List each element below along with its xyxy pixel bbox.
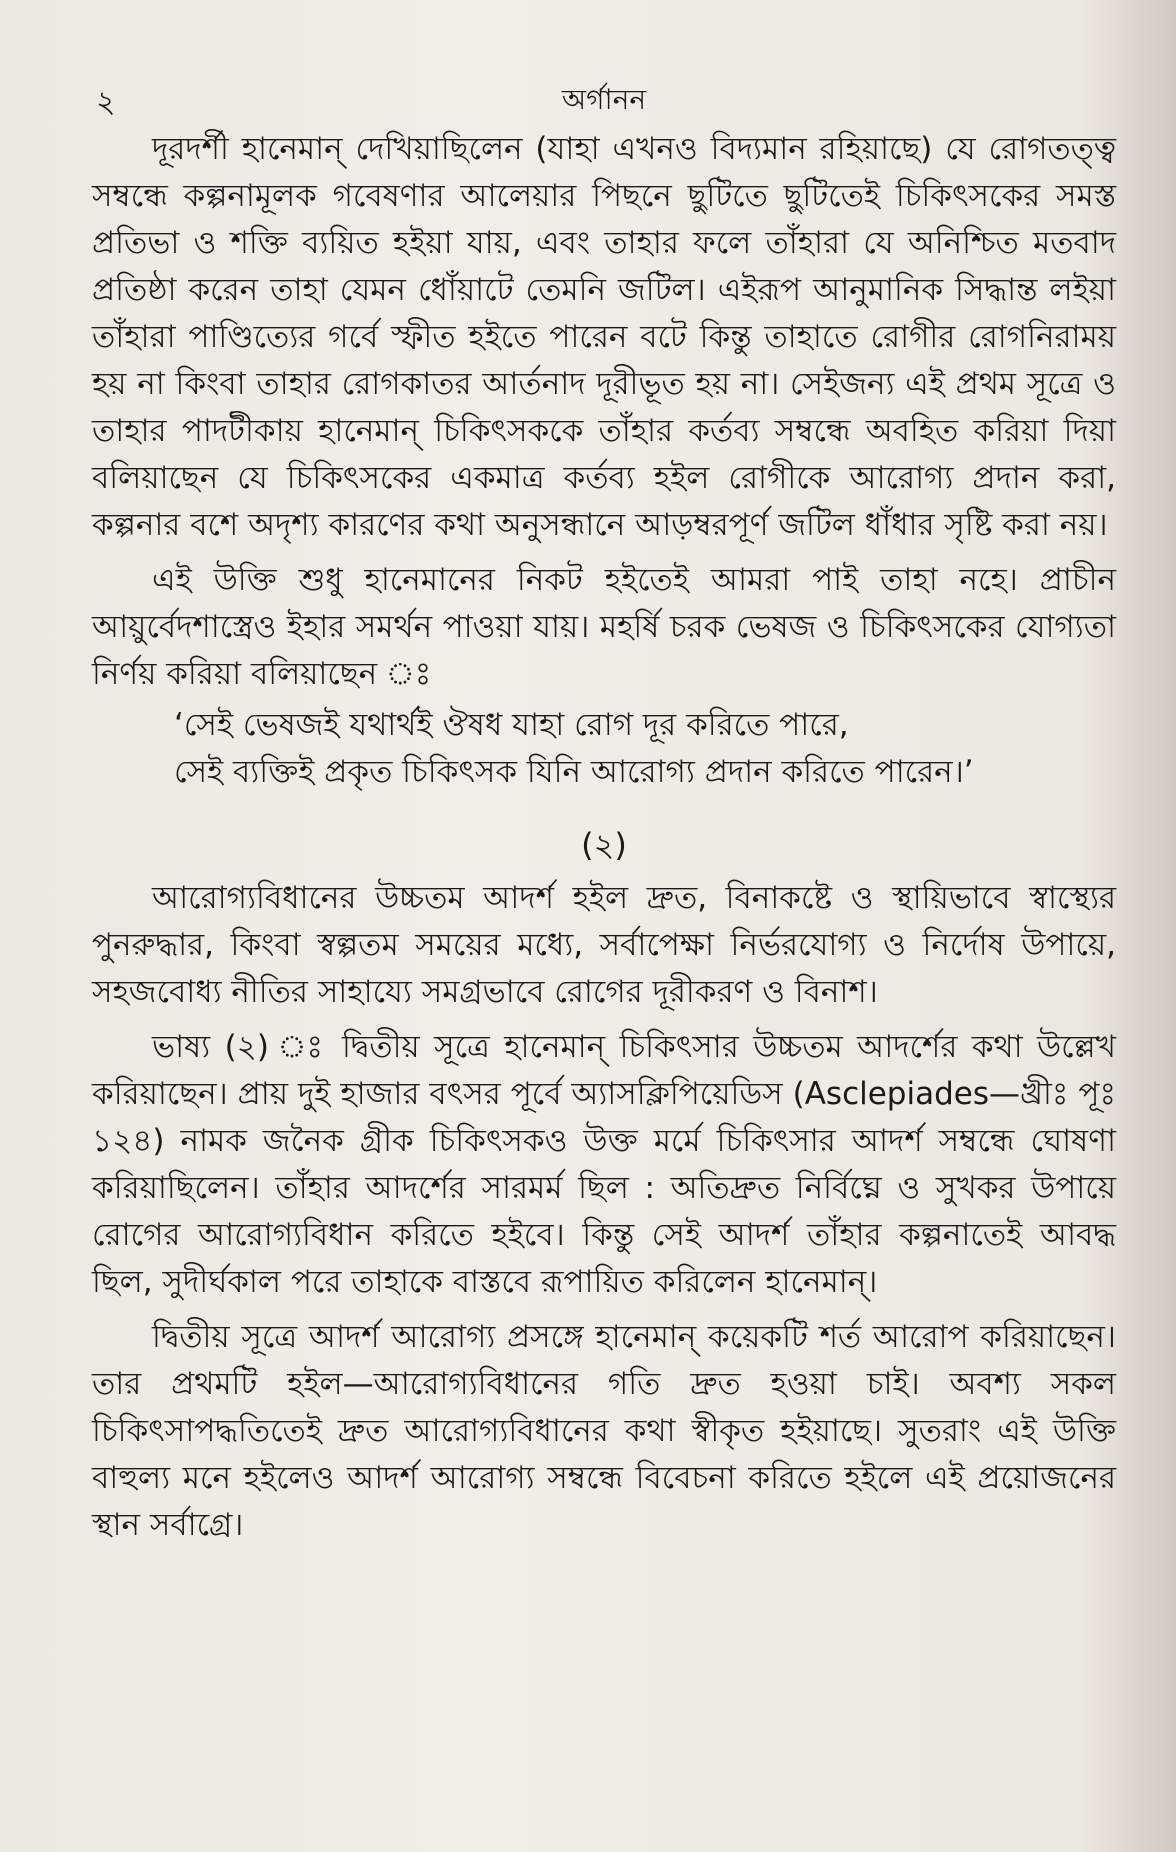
paragraph: এই উক্তি শুধু হানেমানের নিকট হইতেই আমরা পাই তাহা নহে। প্রাচীন আয়ুর্বেদশাস্ত্রেও ইহার সমর্থন পাওয়া যায়। মহর্ষি চরক ভেষজ ও চিকিৎসকের যোগ্যতা নির্ণয় করিয়া বলিয়াছেন ঃ bbox=[92, 562, 1116, 692]
running-title: অর্গানন bbox=[561, 83, 647, 116]
page-content bbox=[92, 126, 1116, 1549]
section-heading: (২) bbox=[581, 826, 627, 864]
quote-line: সেই ব্যক্তিই প্রকৃত চিকিৎসক যিনি আরোগ্য প্রদান করিতে পারেন।’ bbox=[174, 754, 974, 790]
page-header bbox=[92, 70, 1116, 126]
paragraph: ভাষ্য (২) ঃ দ্বিতীয় সূত্রে হানেমান্ চিকিৎসার উচ্চতম আদর্শের কথা উল্লেখ করিয়াছেন। প্রায় দুই হাজার বৎসর পূর্বে অ্যাসক্লিপিয়েডিস (Asclepiades—খ্রীঃ পূঃ ১২৪) নামক জনৈক গ্রীক চিকিৎসকও উক্ত মর্মে চিকিৎসার আদর্শ সম্বন্ধে ঘোষণা করিয়াছিলেন। তাঁহার আদর্শের সারমর্ম ছিল : অতিদ্রুত নির্বিঘ্নে ও সুখকর উপায়ে রোগের আরোগ্যবিধান করিতে হইবে। কিন্তু সেই আদর্শ তাঁহার কল্পনাতেই আবদ্ধ ছিল, সুদীর্ঘকাল পরে তাহাকে বাস্তবে রূপায়িত করিলেন হানেমান্। bbox=[92, 1029, 1116, 1300]
page-number: ২ bbox=[96, 85, 116, 120]
quotation bbox=[92, 702, 1116, 796]
paragraph: আরোগ্যবিধানের উচ্চতম আদর্শ হইল দ্রুত, বিনাকষ্টে ও স্থায়িভাবে স্বাস্থ্যের পুনরুদ্ধার, কিংবা স্বল্পতম সময়ের মধ্যে, সর্বাপেক্ষা নির্ভরযোগ্য ও নির্দোষ উপায়ে, সহজবোধ্য নীতির সাহায্যে সমগ্রভাবে রোগের দূরীকরণ ও বিনাশ। bbox=[92, 880, 1116, 1010]
quote-line: ‘সেই ভেষজই যথার্থই ঔষধ যাহা রোগ দূর করিতে পারে, bbox=[174, 707, 849, 743]
paragraph: দ্বিতীয় সূত্রে আদর্শ আরোগ্য প্রসঙ্গে হানেমান্ কয়েকটি শর্ত আরোপ করিয়াছেন। তার প্রথমটি হইল—আরোগ্যবিধানের গতি দ্রুত হওয়া চাই। অবশ্য সকল চিকিৎসাপদ্ধতিতেই দ্রুত আরোগ্যবিধানের কথা স্বীকৃত হইয়াছে। সুতরাং এই উক্তি বাহুল্য মনে হইলেও আদর্শ আরোগ্য সম্বন্ধে বিবেচনা করিতে হইলে এই প্রয়োজনের স্থান সর্বাগ্রে। bbox=[92, 1319, 1116, 1543]
paragraph: দূরদর্শী হানেমান্ দেখিয়াছিলেন (যাহা এখনও বিদ্যমান রহিয়াছে) যে রোগতত্ত্ব সম্বন্ধে কল্পনামূলক গবেষণার আলেয়ার পিছনে ছুটিতে ছুটিতেই চিকিৎসকের সমস্ত প্রতিভা ও শক্তি ব্যয়িত হইয়া যায়, এবং তাহার ফলে তাঁহারা যে অনিশ্চিত মতবাদ প্রতিষ্ঠা করেন তাহা যেমন ধোঁয়াটে তেমনি জটিল। এইরূপ আনুমানিক সিদ্ধান্ত লইয়া তাঁহারা পাণ্ডিত্যের গর্বে স্ফীত হইতে পারেন বটে কিন্তু তাহাতে রোগীর রোগনিরাময় হয় না কিংবা তাহার রোগকাতর আর্তনাদ দূরীভূত হয় না। সেইজন্য এই প্রথম সূত্রে ও তাহার পাদটীকায় হানেমান্ চিকিৎসককে তাঁহার কর্তব্য সম্বন্ধে অবহিত করিয়া দিয়া বলিয়াছেন যে চিকিৎসকের একমাত্র কর্তব্য হইল রোগীকে আরোগ্য প্রদান করা, কল্পনার বশে অদৃশ্য কারণের কথা অনুসন্ধানে আড়ম্বরপূর্ণ জটিল ধাঁধার সৃষ্টি করা নয়। bbox=[92, 131, 1116, 543]
